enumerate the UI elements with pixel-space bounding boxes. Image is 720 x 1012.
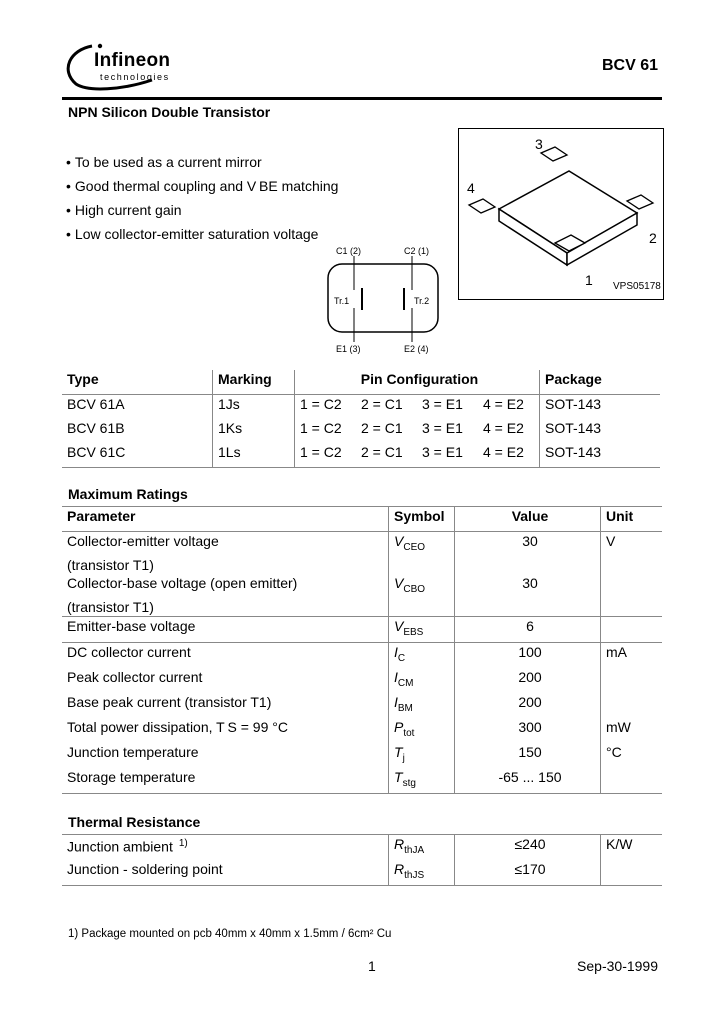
param-name: Base peak current (transistor T1) [67,694,272,710]
value: 6 [455,617,601,643]
symbol: $V_{CBO}$ [389,574,455,617]
feature-item: • Good thermal coupling and V BE matching [66,174,338,198]
col-type: Type [67,371,99,387]
unit: K/W [601,835,663,861]
param-name: DC collector current [67,644,191,660]
sot143-package-icon [459,129,663,299]
value: 150 [455,743,601,768]
col-parameter: Parameter [67,508,136,524]
table-row: BCV 61C 1Ls 1 = C2 2 = C1 3 = E1 4 = E2 SOT-143 [62,443,660,468]
symbol: $I_{BM}$ [389,693,455,718]
value: 30 [455,574,601,617]
part-number: BCV 61 [601,57,658,74]
param-name: Junction ambient [67,838,173,855]
feature-item: • To be used as a current mirror [66,150,338,174]
value: 30 [455,532,601,575]
col-pin-config: Pin Configuration [295,370,540,395]
symbol: $P_{tot}$ [389,718,455,743]
unit: V [601,532,663,575]
symbol: $V_{CEO}$ [389,532,455,575]
feature-item: • Low collector-emitter saturation voltage [66,222,338,246]
param-name-cont: (transistor T1) [67,599,154,615]
feature-item: • High current gain [66,198,338,222]
param-name: Peak collector current [67,669,203,685]
param-name: Junction - soldering point [67,861,223,877]
symbol: $T_{stg}$ [389,768,455,794]
value: 200 [455,693,601,718]
type-table [62,370,660,468]
param-name: Collector-emitter voltage [67,533,219,549]
param-name: Junction temperature [67,744,199,760]
value: ≤240 [455,835,601,861]
footnote-ref: 1) [178,838,188,849]
param-name-cont: (transistor T1) [67,557,154,573]
pin-2-label: 2 [649,230,657,246]
feature-list [66,150,338,246]
value: -65 ... 150 [455,768,601,794]
symbol: $I_{CM}$ [389,668,455,693]
value: 200 [455,668,601,693]
max-ratings-table [62,506,662,794]
col-package: Package [540,370,661,395]
pin-3-label: 3 [535,136,543,152]
package-code: VPS05178 [613,281,661,292]
unit [601,860,663,886]
tr2-label: Tr.2 [414,296,430,306]
table-row [62,743,662,768]
param-name: Emitter-base voltage [67,618,196,634]
doc-date: Sep-30-1999 [577,958,658,974]
table-row [62,617,662,643]
infineon-logo [62,40,182,92]
col-value: Value [455,507,601,532]
col-unit: Unit [601,507,663,532]
table-row: BCV 61B 1Ks 1 = C2 2 = C1 3 = E1 4 = E2 SOT-143 [62,419,660,443]
table-row [62,574,662,617]
table-row [62,532,662,575]
circuit-diagram [318,242,448,364]
symbol: $V_{EBS}$ [389,617,455,643]
symbol: $R_{thJA}$ [389,835,455,861]
e1-label: E1 (3) [336,344,361,354]
unit: mA [601,643,663,669]
logo-subtitle: technologies [100,72,170,82]
symbol: $I_C$ [389,643,455,669]
value: 300 [455,718,601,743]
unit [601,574,663,617]
col-marking: Marking [213,370,295,395]
unit [601,768,663,794]
pin-4-label: 4 [467,180,475,196]
value: ≤170 [455,860,601,886]
symbol: $T_j$ [389,743,455,768]
table-row [62,860,662,886]
package-figure [458,128,664,300]
symbol: $R_{thJS}$ [389,860,455,886]
param-name: Storage temperature [67,769,196,785]
max-ratings-title: Maximum Ratings [68,486,188,502]
footnote: 1) Package mounted on pcb 40mm x 40mm x 1.5mm / 6cm² Cu [68,928,392,940]
table-row [62,835,662,861]
unit: mW [601,718,663,743]
unit [601,693,663,718]
unit [601,668,663,693]
param-name: Total power dissipation, T S = 99 °C [67,719,288,735]
c2-label: C2 (1) [404,246,430,256]
c1-label: C1 (2) [336,246,362,256]
e2-label: E2 (4) [404,344,429,354]
table-row: BCV 61A 1Js 1 = C2 2 = C1 3 = E1 4 = E2 SOT-143 [62,395,660,420]
pin-1-label: 1 [585,272,593,288]
tr1-label: Tr.1 [334,296,350,306]
value: 100 [455,643,601,669]
page-number: 1 [368,958,376,974]
logo-wordmark: Infineon [94,50,171,71]
thermal-table [62,834,662,886]
param-name: Collector-base voltage (open emitter) [67,575,298,591]
header-rule [62,97,662,100]
thermal-title: Thermal Resistance [68,814,201,830]
page-title: NPN Silicon Double Transistor [68,104,271,120]
table-row [62,668,662,693]
table-row [62,643,662,669]
col-symbol: Symbol [389,507,455,532]
table-row [62,768,662,794]
unit: °C [601,743,663,768]
table-row [62,718,662,743]
unit [601,617,663,643]
table-row [62,693,662,718]
